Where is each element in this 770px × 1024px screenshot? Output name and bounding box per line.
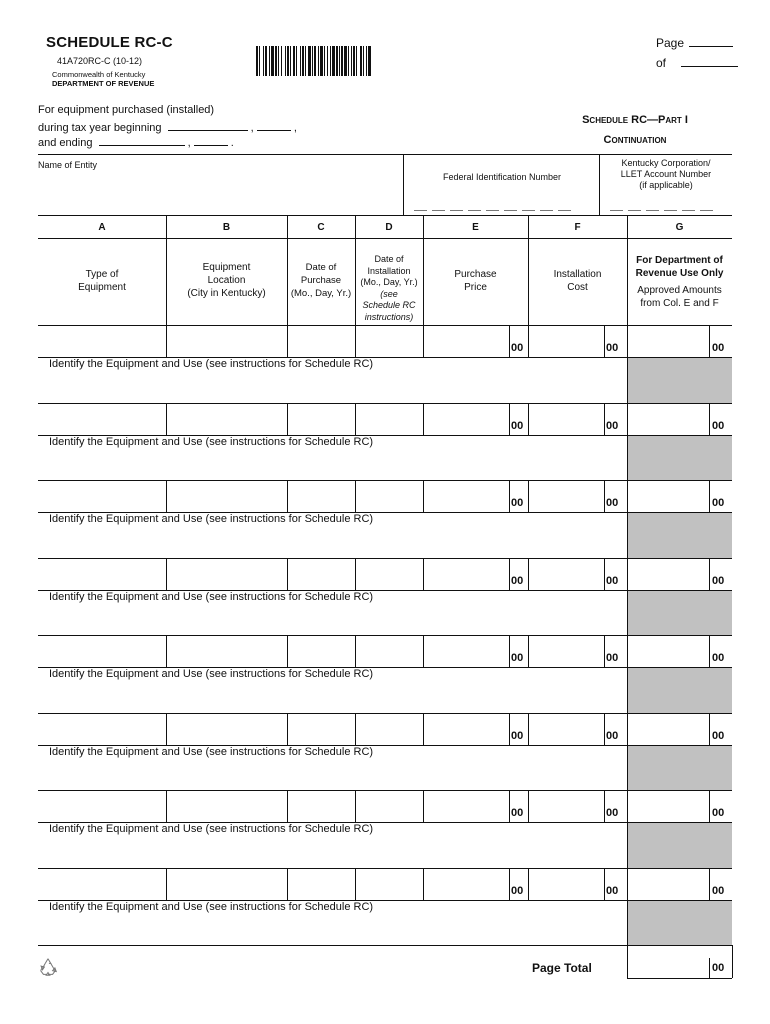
col-e-header-line: Price xyxy=(464,282,487,293)
barcode xyxy=(256,46,429,76)
fein-label: Federal Identification Number xyxy=(442,172,562,182)
row-6-col-d-input[interactable] xyxy=(356,714,422,744)
col-letter-c: C xyxy=(317,222,325,233)
intro-line-2-label: during tax year beginning xyxy=(38,122,162,134)
department-use-shaded-cell xyxy=(628,746,732,791)
cents-f: 00 xyxy=(606,574,619,587)
col-a-header xyxy=(38,268,166,294)
page-label: Page xyxy=(656,36,685,50)
page-total-cents: 00 xyxy=(712,962,725,974)
row-1-col-a-input[interactable] xyxy=(39,326,165,356)
intro-line-3-label: and ending xyxy=(38,137,93,149)
col-f-header-line: Installation xyxy=(553,269,602,280)
commonwealth-label: Commonwealth of Kentucky xyxy=(52,70,146,79)
form-number: 41A720RC-C (10-12) xyxy=(57,56,143,66)
row-4-col-d-input[interactable] xyxy=(356,559,422,589)
cents-g: 00 xyxy=(712,342,725,354)
col-letter-b: B xyxy=(222,222,231,233)
col-g-header xyxy=(627,254,732,310)
begin-date-blank[interactable] xyxy=(168,130,248,131)
row-3-col-b-input[interactable] xyxy=(167,481,286,511)
identify-equipment-input[interactable] xyxy=(40,683,624,711)
page-total-box-rule xyxy=(627,945,628,978)
identify-equipment-input[interactable] xyxy=(40,373,624,401)
row-5-col-c-input[interactable] xyxy=(288,636,354,666)
row-4-col-b-input[interactable] xyxy=(167,559,286,589)
col-letter-d: D xyxy=(385,222,393,233)
department-use-shaded-cell xyxy=(628,591,732,636)
row-8-col-d-input[interactable] xyxy=(356,869,422,899)
col-e-header-line: Purchase xyxy=(454,269,497,280)
identify-equipment-input[interactable] xyxy=(40,916,624,944)
row-8-col-b-input[interactable] xyxy=(167,869,286,899)
department-use-shaded-cell xyxy=(628,668,732,713)
col-e-header xyxy=(423,268,528,294)
col-letter-a: A xyxy=(98,222,106,233)
col-letter-g: G xyxy=(675,222,684,233)
col-g-header-line: Approved Amounts xyxy=(637,285,722,296)
end-year-blank[interactable] xyxy=(194,145,228,146)
recycle-icon xyxy=(37,956,59,978)
identify-equipment-input[interactable] xyxy=(40,451,624,479)
row-3-col-c-input[interactable] xyxy=(288,481,354,511)
row-6-col-a-input[interactable] xyxy=(39,714,165,744)
cents-e: 00 xyxy=(511,419,524,432)
row-7-col-a-input[interactable] xyxy=(39,791,165,821)
entity-name-input[interactable] xyxy=(40,172,400,212)
col-c-header-line: (Mo., Day, Yr.) xyxy=(290,288,352,299)
identify-equipment-label: Identify the Equipment and Use (see instructions for Schedule RC) xyxy=(49,513,374,525)
begin-year-blank[interactable] xyxy=(257,130,291,131)
page-total-cents-divider xyxy=(709,958,710,978)
cents-e: 00 xyxy=(511,884,524,897)
cents-f: 00 xyxy=(606,342,619,354)
identify-equipment-input[interactable] xyxy=(40,838,624,866)
row-4-col-a-input[interactable] xyxy=(39,559,165,589)
identify-equipment-label: Identify the Equipment and Use (see instructions for Schedule RC) xyxy=(49,823,374,835)
row-2-col-b-input[interactable] xyxy=(167,404,286,434)
col-a-header-line: Type of xyxy=(85,269,119,280)
col-d-header-line: (Mo., Day, Yr.) xyxy=(360,277,418,287)
entity-divider-1 xyxy=(403,154,404,216)
cents-e: 00 xyxy=(511,574,524,587)
department-use-shaded-cell xyxy=(628,823,732,868)
identify-equipment-label: Identify the Equipment and Use (see instructions for Schedule RC) xyxy=(49,745,374,758)
row-1-col-c-input[interactable] xyxy=(288,326,354,356)
identify-equipment-input[interactable] xyxy=(40,528,624,556)
row-7-col-b-input[interactable] xyxy=(167,791,286,821)
part-title xyxy=(540,110,730,150)
row-1-col-d-input[interactable] xyxy=(356,326,422,356)
col-d-header-line: Installation xyxy=(367,265,411,276)
cents-e: 00 xyxy=(511,729,524,742)
page-number-blank[interactable] xyxy=(689,46,733,47)
ky-account-label-line-1: Kentucky Corporation/ xyxy=(621,158,711,168)
identify-equipment-label: Identify the Equipment and Use (see instructions for Schedule RC) xyxy=(49,668,374,680)
row-5-col-a-input[interactable] xyxy=(39,636,165,666)
page-of-field[interactable] xyxy=(656,56,738,70)
page-number-field[interactable] xyxy=(656,36,733,50)
row-2-col-d-input[interactable] xyxy=(356,404,422,434)
department-use-shaded-cell xyxy=(628,436,732,481)
ky-account-label-line-3: (if applicable) xyxy=(639,180,693,190)
row-1-col-b-input[interactable] xyxy=(167,326,286,356)
cents-f: 00 xyxy=(606,807,619,819)
col-b-header-line: (City in Kentucky) xyxy=(187,288,266,299)
col-c-header-line: Purchase xyxy=(300,275,342,286)
cents-f: 00 xyxy=(606,419,619,432)
part-title-line-1: Schedule RC—Part I xyxy=(582,114,688,126)
col-a-header-line: Equipment xyxy=(78,282,126,293)
row-6-col-b-input[interactable] xyxy=(167,714,286,744)
col-d-header-line: instructions) xyxy=(364,311,414,322)
cents-g: 00 xyxy=(712,574,725,587)
cents-g: 00 xyxy=(712,807,725,819)
department-use-shaded-cell xyxy=(628,901,732,946)
identify-equipment-label: Identify the Equipment and Use (see instructions for Schedule RC) xyxy=(49,358,374,370)
cents-g: 00 xyxy=(712,884,725,897)
cents-f: 00 xyxy=(606,497,619,509)
department-use-shaded-cell xyxy=(628,358,732,403)
col-d-header xyxy=(355,254,423,323)
cents-e: 00 xyxy=(511,342,524,354)
page-total-label: Page Total xyxy=(532,961,592,975)
identify-equipment-label: Identify the Equipment and Use (see instructions for Schedule RC) xyxy=(49,900,374,913)
col-g-header-line: from Col. E and F xyxy=(640,298,719,309)
page-of-blank[interactable] xyxy=(681,66,738,67)
row-4-col-c-input[interactable] xyxy=(288,559,354,589)
cents-f: 00 xyxy=(606,729,619,742)
col-b-header-line: Equipment xyxy=(202,262,251,273)
ky-account-input[interactable] xyxy=(610,210,713,211)
cents-g: 00 xyxy=(712,652,725,664)
row-8-col-c-input[interactable] xyxy=(288,869,354,899)
intro-line-2: during tax year beginning , , xyxy=(38,122,297,134)
col-f-header xyxy=(528,268,627,294)
row-6-col-c-input[interactable] xyxy=(288,714,354,744)
cents-g: 00 xyxy=(712,419,725,432)
barcode-bar xyxy=(371,46,372,76)
department-label: DEPARTMENT OF REVENUE xyxy=(52,79,155,88)
identify-equipment-input[interactable] xyxy=(40,606,624,634)
fein-input[interactable] xyxy=(414,210,571,211)
entity-name-label: Name of Entity xyxy=(38,160,98,170)
col-d-header-line: Schedule RC xyxy=(362,300,416,310)
page-total-right-rule xyxy=(732,945,733,978)
schedule-title: SCHEDULE RC-C xyxy=(46,34,173,51)
identify-equipment-label: Identify the Equipment and Use (see instructions for Schedule RC) xyxy=(49,435,374,448)
row-2-col-c-input[interactable] xyxy=(288,404,354,434)
of-label: of xyxy=(656,56,667,70)
cents-g: 00 xyxy=(712,729,725,742)
row-5-col-d-input[interactable] xyxy=(356,636,422,666)
col-b-header xyxy=(166,261,287,300)
cents-e: 00 xyxy=(511,652,524,664)
intro-line-1: For equipment purchased (installed) xyxy=(38,104,215,116)
col-c-header-line: Date of xyxy=(305,262,337,273)
col-letter-e: E xyxy=(472,222,479,233)
row-7-col-d-input[interactable] xyxy=(356,791,422,821)
row-2-col-a-input[interactable] xyxy=(39,404,165,434)
row-7-col-c-input[interactable] xyxy=(288,791,354,821)
row-5-col-b-input[interactable] xyxy=(167,636,286,666)
cents-f: 00 xyxy=(606,652,619,664)
cents-f: 00 xyxy=(606,884,619,897)
cents-e: 00 xyxy=(511,497,524,509)
intro-line-3: and ending , . xyxy=(38,137,234,149)
col-c-header xyxy=(287,261,355,300)
ky-account-label-line-2: LLET Account Number xyxy=(620,169,712,179)
identify-equipment-label: Identify the Equipment and Use (see instructions for Schedule RC) xyxy=(49,590,374,603)
col-d-header-line: (see xyxy=(380,288,398,299)
row-8-col-a-input[interactable] xyxy=(39,869,165,899)
part-title-line-2: Continuation xyxy=(603,134,667,146)
page-total-bottom-rule xyxy=(627,978,732,979)
col-b-header-line: Location xyxy=(207,275,246,286)
row-3-col-a-input[interactable] xyxy=(39,481,165,511)
col-f-header-line: Cost xyxy=(567,282,588,293)
col-g-header-line: For Department of xyxy=(636,255,723,266)
ky-account-label xyxy=(600,158,732,191)
identify-equipment-input[interactable] xyxy=(40,761,624,789)
row-3-col-d-input[interactable] xyxy=(356,481,422,511)
col-g-header-line: Revenue Use Only xyxy=(635,268,724,279)
cents-e: 00 xyxy=(511,807,524,819)
department-use-shaded-cell xyxy=(628,513,732,558)
end-date-blank[interactable] xyxy=(99,145,185,146)
col-letter-f: F xyxy=(574,222,581,233)
cents-g: 00 xyxy=(712,497,725,509)
col-d-header-line: Date of xyxy=(374,254,404,264)
